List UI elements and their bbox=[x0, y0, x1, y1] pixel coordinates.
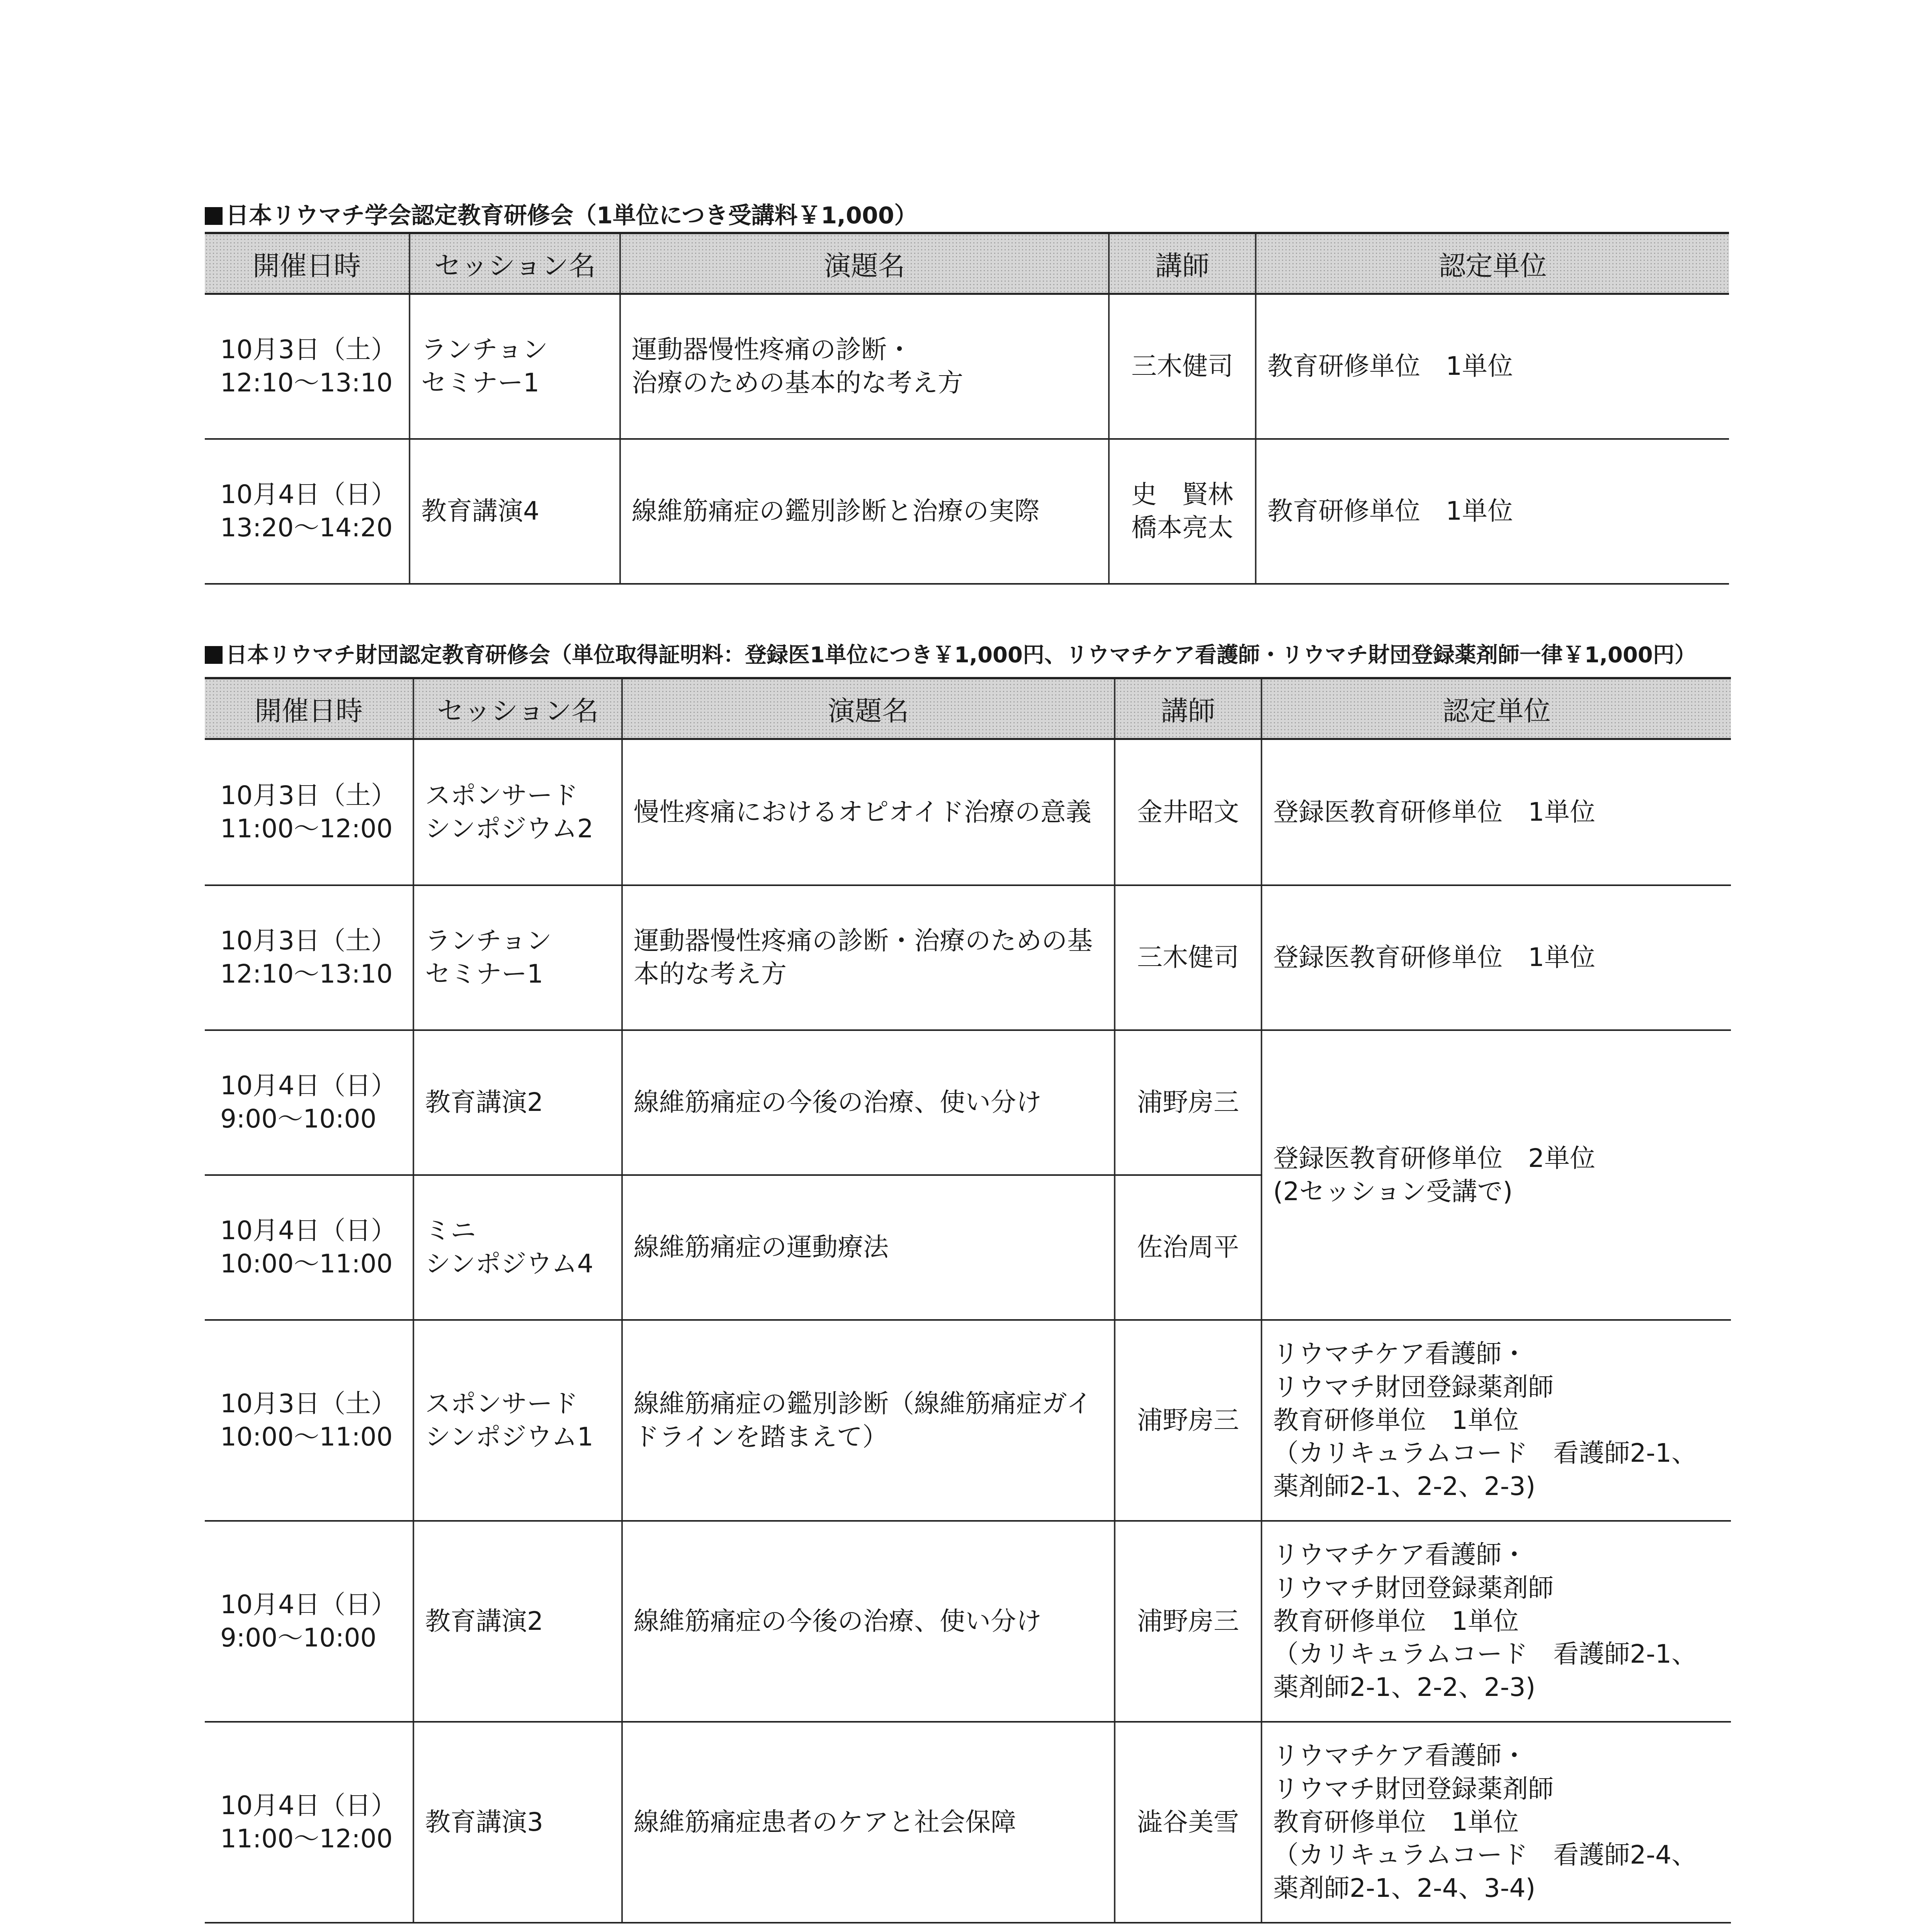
speaker-cell: 三木健司 bbox=[1115, 885, 1261, 1030]
credit-text-2: リウマチ財団登録薬剤師 bbox=[1273, 1573, 1554, 1603]
header-session: セッション名 bbox=[413, 678, 622, 739]
credit-text-2: リウマチ財団登録薬剤師 bbox=[1273, 1372, 1554, 1402]
speaker-cell bbox=[1109, 294, 1256, 439]
credit-text-2: リウマチ財団登録薬剤師 bbox=[1273, 1774, 1554, 1804]
date-cell bbox=[205, 1320, 413, 1521]
date-cell bbox=[205, 1175, 413, 1320]
topic-cell: 線維筋痛症の鑑別診断（線維筋痛症ガイドラインを踏まえて） bbox=[622, 1320, 1115, 1521]
header-speaker: 講師 bbox=[1115, 678, 1261, 739]
topic-text-2: 治療のための基本的な考え方 bbox=[632, 368, 963, 398]
credit-text: 登録医教育研修単位 2単位 bbox=[1273, 1143, 1595, 1173]
header-topic: 演題名 bbox=[622, 678, 1115, 739]
session-text-2: シンポジウム1 bbox=[425, 1422, 593, 1452]
topic-cell bbox=[620, 439, 1109, 584]
credit-text-3: 教育研修単位 1単位 bbox=[1273, 1807, 1519, 1837]
header-date: 開催日時 bbox=[205, 678, 413, 739]
credit-cell bbox=[1261, 885, 1731, 1030]
credit-text: 登録医教育研修単位 1単位 bbox=[1273, 942, 1595, 973]
credit-cell bbox=[1261, 1521, 1731, 1722]
speaker-cell: 金井昭文 bbox=[1115, 739, 1261, 885]
date-text: 10月4日（日） bbox=[220, 1216, 396, 1246]
session-text: ランチョン bbox=[425, 926, 552, 956]
session-cell bbox=[413, 739, 622, 885]
date-text: 10月3日（土） bbox=[220, 926, 396, 956]
credit-text: リウマチケア看護師・ bbox=[1273, 1741, 1527, 1770]
section2-title bbox=[205, 645, 1696, 666]
speaker-cell bbox=[1109, 439, 1256, 584]
table-row bbox=[205, 1320, 1731, 1521]
credit-text: 教育研修単位 1単位 bbox=[1267, 496, 1513, 526]
square-bullet-icon bbox=[205, 207, 223, 225]
session-cell bbox=[413, 1521, 622, 1722]
credit-text-5: 薬剤師2-1、2-2、2-3) bbox=[1273, 1672, 1536, 1702]
section2-table bbox=[205, 677, 1731, 1923]
time-text: 11:00〜12:00 bbox=[220, 1823, 393, 1854]
time-text: 9:00〜10:00 bbox=[220, 1622, 377, 1653]
speaker-cell: 佐治周平 bbox=[1115, 1175, 1261, 1320]
credit-text-3: 教育研修単位 1単位 bbox=[1273, 1405, 1519, 1435]
time-text: 10:00〜11:00 bbox=[220, 1422, 393, 1452]
credit-cell bbox=[1261, 739, 1731, 885]
speaker-cell: 浦野房三 bbox=[1115, 1030, 1261, 1175]
topic-text: 運動器慢性疼痛の診断・ bbox=[632, 335, 912, 365]
session-text: 教育講演2 bbox=[425, 1606, 543, 1636]
date-cell bbox=[205, 1030, 413, 1175]
table-row bbox=[205, 294, 1729, 439]
table-header-row bbox=[205, 233, 1729, 294]
section1-title bbox=[205, 204, 917, 227]
credit-cell bbox=[1261, 1722, 1731, 1923]
date-text: 10月3日（土） bbox=[220, 1388, 396, 1418]
header-credit: 認定単位 bbox=[1256, 233, 1729, 294]
credit-cell bbox=[1256, 439, 1729, 584]
header-date: 開催日時 bbox=[205, 233, 410, 294]
section2-title-text: 日本リウマチ財団認定教育研修会（単位取得証明料：登録医1単位につき￥1,000円、リウマチケア看護師・リウマチ財団登録薬剤師一律￥1,000円） bbox=[226, 643, 1696, 668]
credit-text-4: （カリキュラムコード 看護師2-1、 bbox=[1273, 1639, 1697, 1669]
session-cell bbox=[413, 1030, 622, 1175]
speaker-cell: 浦野房三 bbox=[1115, 1521, 1261, 1722]
credit-text: リウマチケア看護師・ bbox=[1273, 1540, 1527, 1570]
session-text: 教育講演2 bbox=[425, 1087, 543, 1117]
topic-cell: 線維筋痛症の運動療法 bbox=[622, 1175, 1115, 1320]
time-text: 13:20〜14:20 bbox=[220, 513, 393, 543]
header-speaker: 講師 bbox=[1109, 233, 1256, 294]
topic-cell: 慢性疼痛におけるオピオイド治療の意義 bbox=[622, 739, 1115, 885]
date-cell bbox=[205, 1521, 413, 1722]
credit-text-5: 薬剤師2-1、2-4、3-4) bbox=[1273, 1873, 1536, 1903]
table-row bbox=[205, 1722, 1731, 1923]
header-session: セッション名 bbox=[410, 233, 620, 294]
section1-table bbox=[205, 232, 1729, 585]
square-bullet-icon bbox=[205, 646, 223, 664]
session-text: ミニ bbox=[425, 1216, 476, 1246]
topic-cell: 運動器慢性疼痛の診断・治療のための基本的な考え方 bbox=[622, 885, 1115, 1030]
header-topic: 演題名 bbox=[620, 233, 1109, 294]
credit-cell bbox=[1261, 1030, 1731, 1320]
speaker-text-2: 橋本亮太 bbox=[1131, 513, 1233, 543]
date-cell bbox=[205, 294, 410, 439]
speaker-text: 史 賢林 bbox=[1131, 480, 1233, 510]
topic-cell: 線維筋痛症の今後の治療、使い分け bbox=[622, 1521, 1115, 1722]
date-text: 10月4日（日） bbox=[220, 480, 396, 510]
topic-text: 線維筋痛症の鑑別診断と治療の実際 bbox=[632, 496, 1040, 526]
time-text: 9:00〜10:00 bbox=[220, 1104, 377, 1134]
table-row bbox=[205, 885, 1731, 1030]
credit-text-4: （カリキュラムコード 看護師2-1、 bbox=[1273, 1438, 1697, 1468]
header-credit: 認定単位 bbox=[1261, 678, 1731, 739]
session-cell bbox=[410, 439, 620, 584]
table-row bbox=[205, 1521, 1731, 1722]
session-text-2: シンポジウム2 bbox=[425, 813, 593, 844]
date-text: 10月3日（土） bbox=[220, 335, 396, 365]
credit-text-5: 薬剤師2-1、2-2、2-3) bbox=[1273, 1471, 1536, 1502]
date-text: 10月4日（日） bbox=[220, 1589, 396, 1619]
date-cell bbox=[205, 885, 413, 1030]
credit-text: 登録医教育研修単位 1単位 bbox=[1273, 797, 1595, 827]
section1-title-text: 日本リウマチ学会認定教育研修会（1単位につき受講料￥1,000） bbox=[226, 202, 918, 229]
session-cell bbox=[413, 1175, 622, 1320]
time-text: 12:10〜13:10 bbox=[220, 959, 393, 989]
time-text: 11:00〜12:00 bbox=[220, 813, 393, 844]
speaker-cell: 浦野房三 bbox=[1115, 1320, 1261, 1521]
table-header-row bbox=[205, 678, 1731, 739]
session-text: 教育講演3 bbox=[425, 1807, 543, 1837]
credit-text-2: (2セッション受講で) bbox=[1273, 1176, 1513, 1206]
session-text: ランチョン bbox=[421, 335, 548, 365]
date-cell bbox=[205, 439, 410, 584]
date-text: 10月4日（日） bbox=[220, 1071, 396, 1101]
session-cell bbox=[413, 1722, 622, 1923]
date-cell bbox=[205, 739, 413, 885]
session-text: 教育講演4 bbox=[421, 496, 539, 526]
date-text: 10月3日（土） bbox=[220, 780, 396, 810]
time-text: 10:00〜11:00 bbox=[220, 1249, 393, 1279]
table-row bbox=[205, 439, 1729, 584]
topic-cell bbox=[620, 294, 1109, 439]
speaker-cell: 澁谷美雪 bbox=[1115, 1722, 1261, 1923]
session-cell bbox=[413, 885, 622, 1030]
session-text-2: シンポジウム4 bbox=[425, 1249, 593, 1279]
topic-cell: 線維筋痛症患者のケアと社会保障 bbox=[622, 1722, 1115, 1923]
credit-text-4: （カリキュラムコード 看護師2-4、 bbox=[1273, 1840, 1697, 1870]
credit-text-3: 教育研修単位 1単位 bbox=[1273, 1606, 1519, 1636]
session-text-2: セミナー1 bbox=[425, 959, 543, 989]
speaker-text: 三木健司 bbox=[1131, 351, 1233, 381]
session-cell bbox=[410, 294, 620, 439]
table-row bbox=[205, 1030, 1731, 1175]
date-cell bbox=[205, 1722, 413, 1923]
session-text: スポンサード bbox=[425, 780, 578, 810]
session-text-2: セミナー1 bbox=[421, 368, 539, 398]
table-row bbox=[205, 739, 1731, 885]
time-text: 12:10〜13:10 bbox=[220, 368, 393, 398]
credit-text: リウマチケア看護師・ bbox=[1273, 1339, 1527, 1369]
credit-cell bbox=[1256, 294, 1729, 439]
credit-cell bbox=[1261, 1320, 1731, 1521]
credit-text: 教育研修単位 1単位 bbox=[1267, 351, 1513, 381]
session-cell bbox=[413, 1320, 622, 1521]
topic-cell: 線維筋痛症の今後の治療、使い分け bbox=[622, 1030, 1115, 1175]
session-text: スポンサード bbox=[425, 1388, 578, 1418]
date-text: 10月4日（日） bbox=[220, 1790, 396, 1820]
